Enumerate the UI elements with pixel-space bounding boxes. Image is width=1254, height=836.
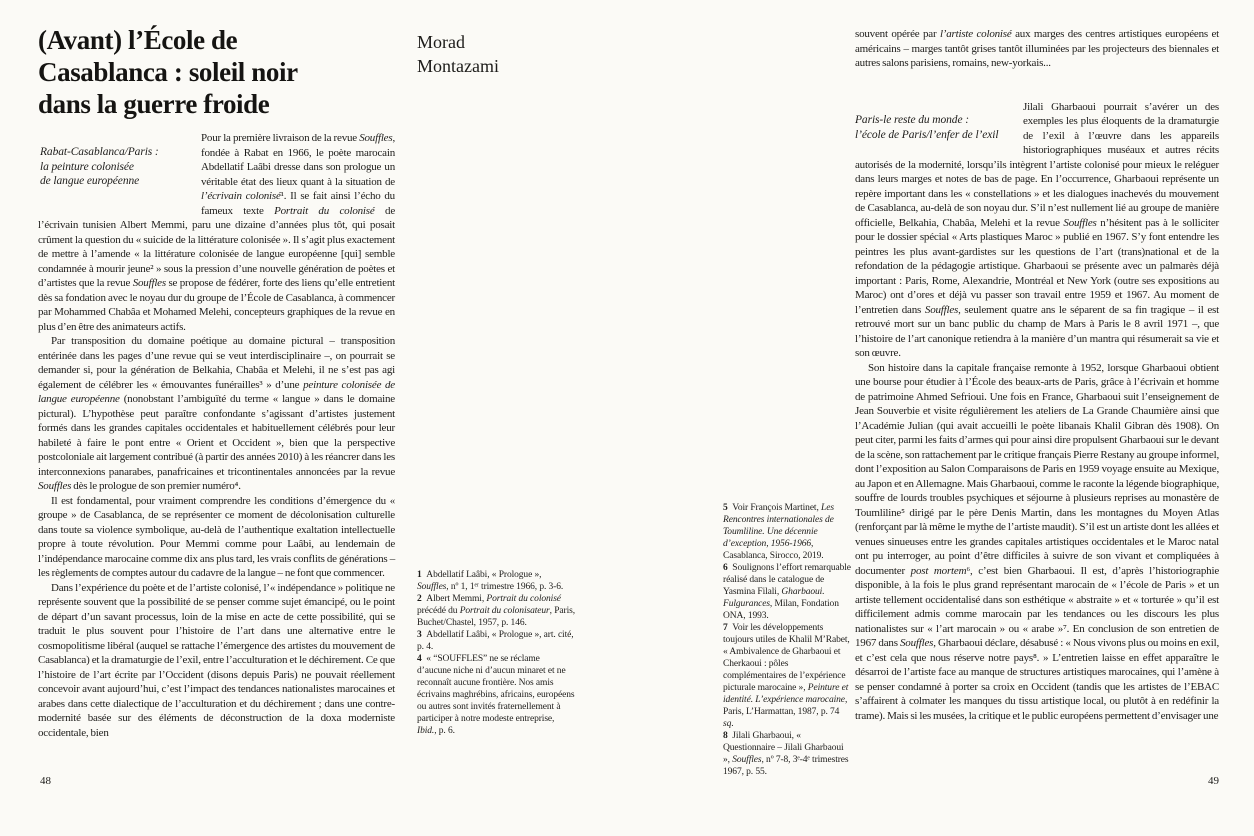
footnote-6: 6 Soulignons l’effort remarquable réalisé dans le catalogue de Yasmina Filali, Gharbaoui. Fulgurances, Milan, Fondation ONA, 1993. <box>723 563 851 621</box>
article-title-line: dans la guerre froide <box>38 89 270 119</box>
margin-note-line: Paris-le reste du monde : <box>855 114 969 126</box>
margin-note-spacer <box>855 71 1023 156</box>
body-paragraph: Son histoire dans la capitale française remonte à 1952, lorsque Gharbaoui obtient une bourse pour étudier à l’École des beaux-arts de Paris, grâce à l’écrivain et homme de patrimoine Ahmed Sefrioui. Une fois en France, Gharbaoui suit l’enseignement de Jean Souverbie et visite régulièrement les ateliers de La Grande Chaumière ainsi que l’Académie Julian (qui avait accueilli le poète libanais Khalil Gibran dès 1908). On peut citer, parmi les faits d’armes qui pour ainsi dire propulsent Gharbaoui sur le devant de la scène, son rattachement par le critique français Pierre Restany au groupe informel, dont l’exposition au Salon Comparaisons de Paris en 1959 voyage ensuite au Mexique, au Japon et en Allemagne. Mais Gharbaoui, comme le raconte la légende biographique, souffre de lourds troubles psychiques et séjourne à plusieurs reprises au monastère de Toumliline⁵ dirigé par le père Denis Martin, dans les montagnes du Moyen Atlas (renforçant par là même le mythe de l’artiste maudit). S’il est un artiste dont les allées et venues sinueuses entre les grandes capitales artistiques occidentales et le Maroc natal ont pu interroger, au point d’être difficiles à suivre de son vivant et compliquées à documenter post mortem⁶, c’est bien Gharbaoui. Il est, d’après l’historiographie disponible, à la fois le plus grand représentant marocain de « l’école de Paris » et un artiste tellement occidentalisé dans son esthétique « abstraite » et « torturée » qu’il est difficilement admis comme marocain par les tendances ou les discours les plus nationalistes sur « l’art marocain » ou « arabe »⁷. En conclusion de son entretien de 1967 dans Souffles, Gharbaoui déclare, désabusé : « Nous vivons plus ou moins en exil, et c’est cela que nous réserve notre pays⁸. » L’entretien laisse en effet apparaître le désarroi de l’artiste face au manque de structures artistiques marocaines, qui l’amène à se penser condamné à porter sa croix en Occident (tandis que les artistes de l’EBAC s’affairent à colmater les manques du tissu artistique local, ou plutôt à en redéfinir la trame). Mais si les musées, la critique et le public européens permettent d’envisager une <box>855 361 1219 722</box>
footnote-2: 2 Albert Memmi, Portrait du colonisé précédé du Portrait du colonisateur, Paris, Buchet/Chastel, 1957, p. 146. <box>417 594 575 628</box>
footnotes-column-left <box>417 569 575 737</box>
page-number-left: 48 <box>40 775 51 787</box>
author-name-line: Montazami <box>417 56 499 76</box>
body-paragraph: Il est fondamental, pour vraiment comprendre les conditions d’émergence du « groupe » de Casablanca, de se représenter ce moment de décolonisation culturelle dans toute sa violence symbolique, au-delà de l’authentique exaltation intellectuelle propre à toute révolution. Pour Memmi comme pour Laâbi, au lendemain de l’indépendance marocaine comme dix ans plus tard, les vrais conflits de générations – les règlements de comptes autour du cadavre de la langue – ne font que commencer. <box>38 494 395 579</box>
left-page-body <box>38 131 395 740</box>
body-paragraph: Dans l’expérience du poète et de l’artiste colonisé, l’« indépendance » politique ne représente souvent que la possibilité de se penser comme sujet émancipé, ou le point de départ d’un savant processus, loin de la mise en acte de cette possibilité, qui se traduit le plus souvent pour l’histoire de l’art dans une alternative entre le cosmopolitisme libéral (auquel se rattache l’émergence des artistes du mouvement de Casablanca) et la dramaturgie de l’exil, entre l’acculturation et le déchirement. Ce que l’histoire de l’art écrite par l’Occident (disons depuis Paris) ne pouvait réellement concevoir avant aujourd’hui, c’est l’impact des tendances nationalistes marocaines et arabes dans cette dialectique de l’acculturation et du déchirement ; dans une contre-modernité basée sur des éléments de déconstruction de la doxa moderniste occidentale, bien <box>38 581 395 739</box>
footnote-8: 8 Jilali Gharbaoui, « Questionnaire – Jilali Gharbaoui », Souffles, nº 7-8, 3ᵉ-4ᵉ trimestres 1967, p. 55. <box>723 731 849 777</box>
footnotes-column-right <box>723 502 851 778</box>
margin-note-line: Rabat-Casablanca/Paris : <box>40 146 159 158</box>
margin-note-line: de langue européenne <box>40 175 140 187</box>
article-title <box>38 24 418 120</box>
body-paragraph: Jilali Gharbaoui pourrait s’avérer un des exemples les plus éloquents de la dramaturgie de l’exil à l’œuvre dans les appareils historiographiques muséaux et autres récits autorisés de la modernité, lorsqu’ils intègrent l’artiste colonisé pour mieux le reléguer dans leurs marges et notes de bas de page. En l’occurrence, Gharbaoui représente un repère important dans les « constellations » et les dialogues inachevés du mouvement de Casablanca, au-delà de son noyau dur. S’il n’est nullement lié au groupe de manière officielle, Belkahia, Chabâa, Melehi et la revue Souffles n’hésitent pas à le solliciter pour le dossier spécial « Arts plastiques Maroc » publié en 1967. S’y font entendre les peintres les plus avant-gardistes sur les questions de l’art (trans)national et de la refondation de la pédagogie artistique. Gharbaoui se présente avec un palmarès déjà important : Paris, Rome, Alexandrie, Montréal et New York (outre ses expositions au Maroc) ont d’ores et déjà vu passer son travail entre 1959 et 1967. Au moment de l’entretien dans Souffles, seulement quatre ans le séparent de sa fin tragique – il est retrouvé mort sur un banc public du champ de Mars à Paris le 8 avril 1971 –, que l’histoire de l’art canonique retiendra à la manière d’un mantra qui résumerait sa vie et son œuvre. <box>855 100 1219 359</box>
footnote-3: 3 Abdellatif Laâbi, « Prologue », art. cité, p. 4. <box>417 630 574 652</box>
footnote-7: 7 Voir les développements toujours utiles de Khalil M’Rabet, « Ambivalence de Gharbaoui et Cherkaoui : pôles complémentaires de l’expérience picturale marocaine », Peinture et identité. L’expérience marocaine, Paris, L’Harmattan, 1987, p. 74 sq. <box>723 623 850 729</box>
page-number-right: 49 <box>1208 775 1219 787</box>
article-title-line: Casablanca : soleil noir <box>38 57 298 87</box>
margin-note-line: l’école de Paris/l’enfer de l’exil <box>855 128 999 141</box>
footnote-5: 5 Voir François Martinet, Les Rencontres internationales de Toumliline. Une décennie d’exception, 1956-1966, Casablanca, Sirocco, 2019. <box>723 503 834 561</box>
body-paragraph: Par transposition du domaine poétique au domaine pictural – transposition entérinée dans les pages d’une revue qui se veut interdisciplinaire –, on pourrait se demander si, pour la génération de Belkahia, Chabâa et Melehi, il ne s’est pas agi également de célébrer les « émouvantes funérailles³ » d’une peinture colonisée de langue européenne (nonobstant l’ambiguïté du terme « langue » dans le domaine pictural). L’hypothèse peut paraître confondante s’agissant d’artistes justement formés dans les grandes capitales occidentales et habituellement célébrés pour leur habileté à faire le pont entre « Orient et Occident », bien que la perspective postcoloniale ait largement contribué (à partir des années 2010) à les réancrer dans les interconnexions panarabes, panafricaines et tricontinentales annoncées par la revue Souffles dès le prologue de son premier numéro⁴. <box>38 335 395 492</box>
author-name <box>417 30 617 78</box>
body-paragraph: Pour la première livraison de la revue Souffles, fondée à Rabat en 1966, le poète marocain Abdellatif Laâbi dresse dans son prologue un véritable état des lieux quant à la situation de l’écrivain colonisé¹. Il se fait ainsi l’écho du fameux texte Portrait du colonisé de l’écrivain tunisien Albert Memmi, paru une dizaine d’années plus tôt, qui posait crûment la question du « suicide de la littérature colonisée ». Il s’agit plus exactement de mettre à l’amende « la littérature colonisée de langue européenne [qui] semble condamnée à mourir jeune² » sous la pression d’une nouvelle génération de poètes et d’artistes que la revue Souffles se propose de fédérer, forte des liens qu’elle entretient dès sa fondation avec le noyau dur du groupe de l’École de Casablanca, à commencer par Mohammed Chabâa et Mohamed Melehi, concepteurs graphiques de la revue en plus d’en être des animateurs actifs. <box>38 132 395 333</box>
body-paragraph: souvent opérée par l’artiste colonisé aux marges des centres artistiques européens et américains – marges tantôt grises tantôt illuminées par les projecteurs des biennales et autres salons parisiens, romains, new-yorkais... <box>855 28 1220 69</box>
margin-note-line: la peinture colonisée <box>40 160 134 173</box>
right-page-body <box>855 27 1219 723</box>
author-name-line: Morad <box>417 32 465 52</box>
article-title-line: (Avant) l’École de <box>38 25 238 55</box>
margin-note-spacer <box>38 131 201 204</box>
footnote-1: 1 Abdellatif Laâbi, « Prologue », Souffles, nº 1, 1ᵉʳ trimestre 1966, p. 3-6. <box>417 570 564 592</box>
footnote-4: 4 « “SOUFFLES” ne se réclame d’aucune niche ni d’aucun minaret et ne reconnaît aucune frontière. Nos amis écrivains maghrébins, africains, européens ou autres sont invités fraternellement à participer à notre modeste entreprise, Ibid., p. 6. <box>417 654 575 736</box>
